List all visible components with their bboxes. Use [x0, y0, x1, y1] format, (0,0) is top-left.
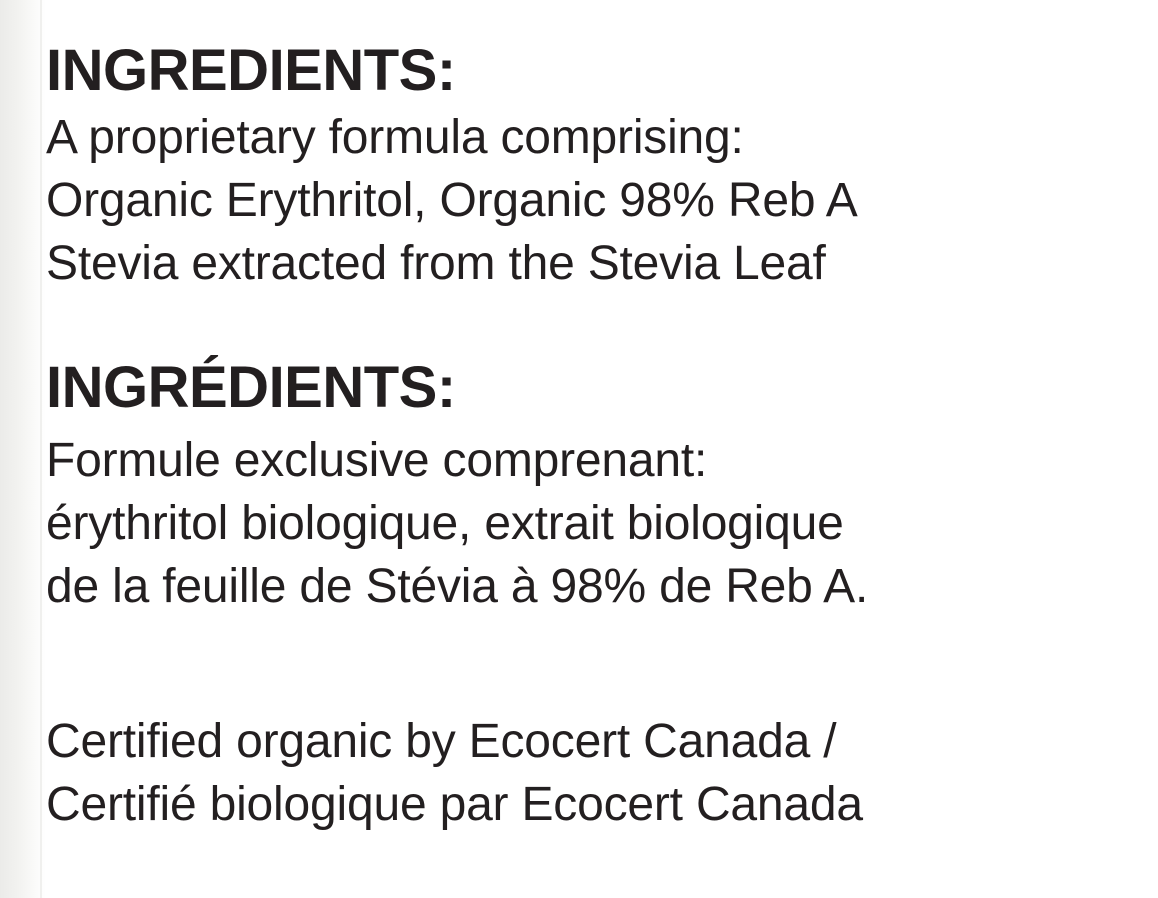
ingredients-english-line-1: A proprietary formula comprising: [46, 111, 744, 164]
certification-section [46, 710, 1106, 836]
ingredients-french-line-1: Formule exclusive comprenant: [46, 434, 708, 487]
ingredients-french-line-3: de la feuille de Stévia à 98% de Reb A. [46, 560, 869, 613]
ingredients-french-section [46, 353, 1106, 618]
ingredients-french-line-2: érythritol biologique, extrait biologique [46, 497, 844, 550]
ingredients-english-section [46, 36, 1106, 295]
certification-line-2: Certifié biologique par Ecocert Canada [46, 778, 863, 831]
label-content [46, 0, 1106, 898]
ingredients-english-heading: INGREDIENTS: [46, 38, 456, 103]
ingredients-english-line-2: Organic Erythritol, Organic 98% Reb A [46, 174, 858, 227]
ingredients-english-line-3: Stevia extracted from the Stevia Leaf [46, 237, 826, 290]
certification-line-1: Certified organic by Ecocert Canada / [46, 715, 837, 768]
ingredients-french-heading: INGRÉDIENTS: [46, 355, 456, 420]
label-edge-line [40, 0, 42, 898]
